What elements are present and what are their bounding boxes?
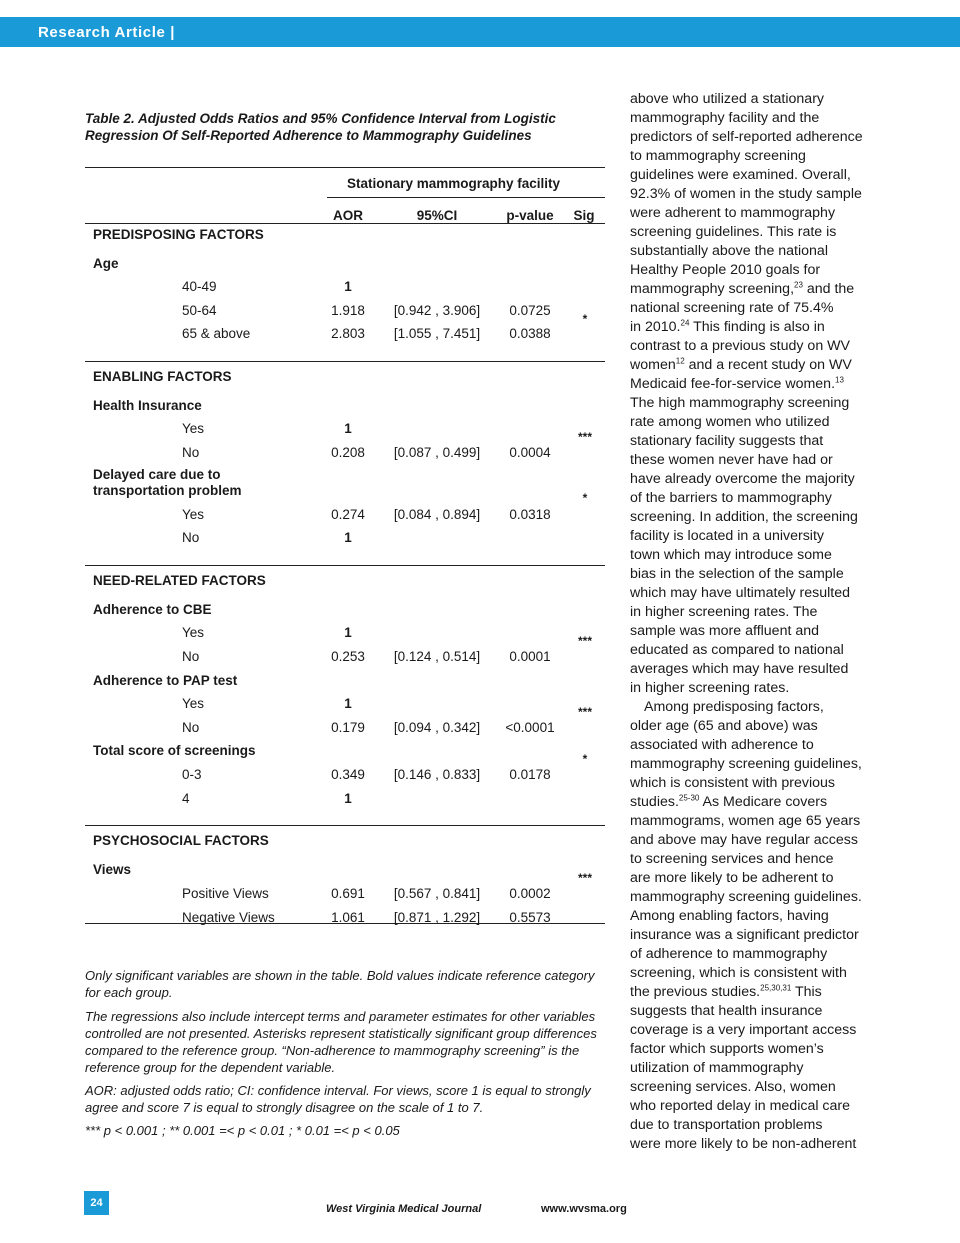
row-p: 0.0001 bbox=[509, 649, 551, 664]
col-ci: 95%CI bbox=[416, 208, 458, 223]
variable-total-score: Total score of screenings bbox=[93, 743, 256, 758]
row-ci: [0.146 , 0.833] bbox=[393, 767, 481, 782]
row-aor: 1.918 bbox=[331, 303, 365, 318]
row-label: Yes bbox=[182, 421, 205, 436]
row-aor: 1 bbox=[344, 696, 352, 711]
table-rule bbox=[85, 167, 605, 168]
row-aor: 0.253 bbox=[331, 649, 365, 664]
row-label: 0-3 bbox=[182, 767, 202, 782]
col-sig: Sig bbox=[573, 208, 595, 223]
row-aor: 1 bbox=[344, 530, 352, 545]
row-aor: 0.274 bbox=[331, 507, 365, 522]
row-label: Yes bbox=[182, 625, 205, 640]
sig-views: *** bbox=[577, 871, 592, 885]
row-p: 0.5573 bbox=[509, 910, 551, 925]
row-label: 50-64 bbox=[182, 303, 217, 318]
table-note-3: AOR: adjusted odds ratio; CI: confidence interval. For views, score 1 is equal to strongly agree and score 7 is equal to strongly disagree on the scale of 1 to 7. bbox=[85, 1083, 591, 1115]
row-label: Positive Views bbox=[182, 886, 269, 901]
section-label: Research Article | bbox=[38, 24, 176, 41]
citation: 25,30,31 bbox=[760, 983, 792, 993]
section-predisposing: PREDISPOSING FACTORS bbox=[93, 227, 264, 242]
col-aor: AOR bbox=[333, 208, 363, 223]
table-rule bbox=[85, 923, 605, 924]
sig-insurance: *** bbox=[577, 430, 592, 444]
row-p: 0.0004 bbox=[509, 445, 551, 460]
row-ci: [1.055 , 7.451] bbox=[393, 326, 481, 341]
row-p: 0.0318 bbox=[509, 507, 551, 522]
row-p: 0.0388 bbox=[509, 326, 551, 341]
row-aor: 0.349 bbox=[331, 767, 365, 782]
row-aor: 1 bbox=[344, 791, 352, 806]
sig-age: * bbox=[582, 312, 588, 326]
section-enabling: ENABLING FACTORS bbox=[93, 369, 232, 384]
page-number: 24 bbox=[84, 1191, 109, 1215]
table-rule bbox=[85, 223, 605, 224]
row-aor: 0.208 bbox=[331, 445, 365, 460]
row-label: Yes bbox=[182, 507, 205, 522]
row-ci: [0.094 , 0.342] bbox=[393, 720, 481, 735]
citation: 25-30 bbox=[678, 793, 700, 803]
table-title: Table 2. Adjusted Odds Ratios and 95% Confidence Interval from Logistic Regression Of Self-Reported Adherence to Mammography Guidelines bbox=[85, 111, 556, 143]
row-label: 65 & above bbox=[182, 326, 251, 341]
row-label: Yes bbox=[182, 696, 205, 711]
body-text: above who utilized a stationary mammography facility and the predictors of self-reported adherence to mammography screening guidelines were examined. Overall, 92.3% of women in the study sample were adherent to mammography screening guidelines. This rate is substantially above the national Healthy People 2010 goals for mammography screening,$^{23}$ and the national screening rate of 75.4% in 2010.24 This finding is also in contrast to a previous study on WV women$^{12}$ and a recent study on WV Medicaid fee-for-service women.$^{13}$ The high mammography screening rate among women who utilized stationary facility suggests that these women never have had or have already overcome the majority of the barriers to mammography screening. In addition, the screening facility is located in a university town which may introduce some bias in the selection of the sample which may have ultimately resulted in higher screening rates. The sample was more affluent and educated as compared to national averages which may have resulted in higher screening rates. Among predisposing factors, older age (65 and above) was associated with adherence to mammography screening guidelines, which is consistent with previous studies.$^{25-30}$ As Medicare covers mammograms, women age 65 years and above may have regular access to screening services and hence are more likely to be adherent to mammography screening guidelines. Among enabling factors, having insurance was a significant predictor of adherence to mammography screening, which is consistent with the previous studies.$^{25,30,31}$ This suggests that health insurance coverage is a very important access factor which supports women’s utilization of mammography screening services. Also, women who reported delay in medical care due to transportation problems were more likely to be non-adherent bbox=[630, 91, 863, 1152]
group-header: Stationary mammography facility bbox=[347, 176, 561, 191]
sig-cbe: *** bbox=[577, 634, 592, 648]
table-note-4: *** p < 0.001 ; ** 0.001 =< p < 0.01 ; * 0.01 =< p < 0.05 bbox=[85, 1123, 400, 1138]
variable-insurance: Health Insurance bbox=[93, 398, 202, 413]
row-aor: 0.179 bbox=[331, 720, 365, 735]
row-ci: [0.942 , 3.906] bbox=[393, 303, 481, 318]
row-label: 4 bbox=[182, 791, 190, 806]
variable-age: Age bbox=[93, 256, 119, 271]
row-ci: [0.084 , 0.894] bbox=[393, 507, 481, 522]
table-rule bbox=[85, 361, 605, 362]
row-label: No bbox=[182, 445, 200, 460]
row-label: Negative Views bbox=[182, 910, 275, 925]
citation: 12 bbox=[675, 356, 685, 366]
row-p: 0.0725 bbox=[509, 303, 551, 318]
citation: 24 bbox=[680, 318, 690, 328]
table-rule bbox=[85, 825, 605, 826]
journal-url[interactable]: www.wvsma.org bbox=[541, 1203, 627, 1215]
row-aor: 0.691 bbox=[331, 886, 365, 901]
variable-cbe: Adherence to CBE bbox=[93, 602, 212, 617]
col-p: p-value bbox=[506, 208, 554, 223]
row-label: 40-49 bbox=[182, 279, 217, 294]
row-label: No bbox=[182, 649, 200, 664]
table-rule bbox=[327, 197, 605, 198]
row-p: <0.0001 bbox=[505, 720, 555, 735]
citation: 23 bbox=[794, 280, 803, 290]
citation: 13 bbox=[835, 375, 844, 385]
row-aor: 1 bbox=[344, 625, 352, 640]
variable-delayed-care: Delayed care due to transportation problem bbox=[93, 467, 242, 498]
sig-pap: *** bbox=[577, 705, 592, 719]
row-aor: 1 bbox=[344, 279, 352, 294]
row-ci: [0.567 , 0.841] bbox=[393, 886, 481, 901]
sig-delayed: * bbox=[582, 491, 588, 505]
variable-pap: Adherence to PAP test bbox=[93, 673, 238, 688]
row-label: No bbox=[182, 720, 200, 735]
sig-total: * bbox=[582, 752, 588, 766]
variable-views: Views bbox=[93, 862, 132, 877]
journal-name: West Virginia Medical Journal bbox=[326, 1203, 482, 1215]
row-ci: [0.871 , 1.292] bbox=[393, 910, 481, 925]
section-psych: PSYCHOSOCIAL FACTORS bbox=[93, 833, 269, 848]
row-aor: 1.061 bbox=[331, 910, 365, 925]
row-ci: [0.124 , 0.514] bbox=[393, 649, 481, 664]
section-need: NEED-RELATED FACTORS bbox=[93, 573, 266, 588]
row-aor: 2.803 bbox=[331, 326, 365, 341]
row-p: 0.0178 bbox=[509, 767, 551, 782]
row-ci: [0.087 , 0.499] bbox=[393, 445, 481, 460]
table-rule bbox=[85, 565, 605, 566]
row-label: No bbox=[182, 530, 200, 545]
row-p: 0.0002 bbox=[509, 886, 551, 901]
row-aor: 1 bbox=[344, 421, 352, 436]
header-bar bbox=[0, 17, 960, 47]
table-note-1: Only significant variables are shown in the table. Bold values indicate reference category for each group. bbox=[85, 968, 595, 1000]
table-note-2: The regressions also include intercept terms and parameter estimates for other variables controlled are not presented. Asterisks represent statistically significant group differences compared to the reference group. “Non-adherence to mammography screening” is the reference group for the dependent variable. bbox=[85, 1009, 597, 1075]
